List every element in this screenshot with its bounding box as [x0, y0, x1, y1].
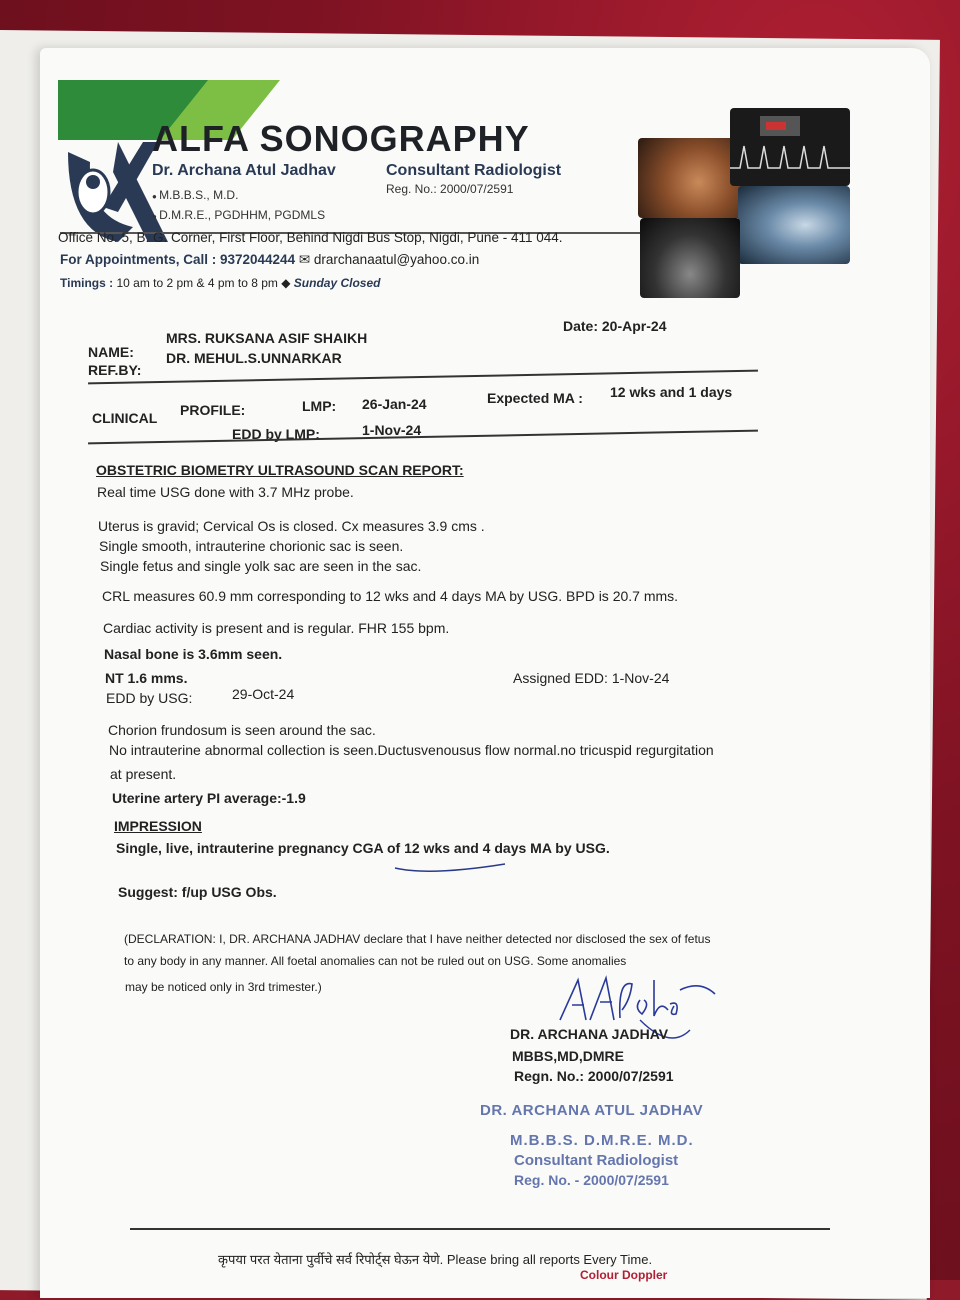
- appointments-phone: For Appointments, Call : 9372044244: [60, 252, 296, 267]
- report-heading: OBSTETRIC BIOMETRY ULTRASOUND SCAN REPORT:: [96, 462, 464, 478]
- signatory-regn: Regn. No.: 2000/07/2591: [514, 1068, 674, 1084]
- report-page: [40, 48, 930, 1298]
- signatory-name: DR. ARCHANA JADHAV: [510, 1026, 669, 1042]
- clinical-divider: [88, 430, 758, 444]
- report-line: Nasal bone is 3.6mm seen.: [104, 646, 283, 662]
- expected-ma-value: 12 wks and 1 days: [610, 384, 733, 400]
- suggestion: Suggest: f/up USG Obs.: [118, 884, 277, 900]
- ultrasound-images: [638, 108, 858, 298]
- edd-lmp-value: 1-Nov-24: [362, 422, 422, 438]
- edd-usg-value: 29-Oct-24: [232, 686, 295, 702]
- 2d-scan-image: [640, 218, 740, 298]
- envelope-icon: ✉: [298, 252, 314, 267]
- report-line: CRL measures 60.9 mm corresponding to 12 wks and 4 days MA by USG. BPD is 20.7 mms.: [102, 588, 679, 604]
- report-line: NT 1.6 mms.: [105, 670, 188, 686]
- refby-label: REF.BY:: [88, 362, 142, 378]
- report-date: Date: 20-Apr-24: [563, 318, 667, 334]
- report-line: Chorion frundosum is seen around the sac.: [108, 722, 376, 738]
- stamp-degrees: M.B.B.S. D.M.R.E. M.D.: [510, 1132, 694, 1149]
- stamp-regn: Reg. No. - 2000/07/2591: [514, 1172, 669, 1188]
- impression-label: IMPRESSION: [114, 818, 202, 834]
- lmp-label: LMP:: [302, 398, 337, 414]
- doppler-waveform-icon: [730, 108, 850, 186]
- declaration-line: (DECLARATION: I, DR. ARCHANA JADHAV declare that I have neither detected nor disclosed the sex of fetus: [124, 932, 711, 946]
- qualification-item: ● M.B.B.S., M.D.: [152, 186, 325, 206]
- declaration-line: may be noticed only in 3rd trimester.): [125, 980, 322, 994]
- doctor-title: Consultant Radiologist: [386, 162, 562, 179]
- office-address: Office No. 5, B. G. Corner, First Floor, Behind Nigdi Bus Stop, Nigdi, Pune - 411 044.: [58, 230, 563, 245]
- edd-lmp-label: EDD by LMP:: [232, 426, 320, 442]
- timings-hours: 10 am to 2 pm & 4 pm to 8 pm: [116, 276, 278, 290]
- referring-doctor: DR. MEHUL.S.UNNARKAR: [166, 350, 342, 366]
- footer-divider: [130, 1228, 830, 1230]
- name-label: NAME:: [88, 344, 134, 360]
- brand-name: ALFA SONOGRAPHY: [152, 118, 530, 159]
- qualifications: [152, 186, 325, 226]
- patient-divider: [88, 370, 758, 384]
- declaration-line: to any body in any manner. All foetal anomalies can not be ruled out on USG. Some anomalies: [124, 954, 627, 968]
- footer-notice: कृपया परत येताना पुर्वीचे सर्व रिपोर्ट्स घेऊन येणे. Please bring all reports Every Time.: [218, 1252, 653, 1267]
- edd-usg-label: EDD by USG:: [106, 690, 193, 706]
- closed-day: Sunday Closed: [293, 276, 381, 290]
- report-line: Single smooth, intrauterine chorionic sac is seen.: [99, 538, 404, 554]
- registration-number: Reg. No.: 2000/07/2591: [386, 182, 514, 196]
- footer-services: Colour Doppler: [580, 1268, 668, 1282]
- timings: [60, 276, 380, 290]
- report-line: Uterine artery PI average:-1.9: [112, 790, 306, 806]
- report-line: Single fetus and single yolk sac are seen in the sac.: [100, 558, 422, 574]
- qualification-item: ● D.M.R.E., PGDHHM, PGDMLS: [152, 206, 325, 226]
- stamp-name: DR. ARCHANA ATUL JADHAV: [480, 1102, 704, 1119]
- report-line: Real time USG done with 3.7 MHz probe.: [97, 484, 354, 500]
- signatory-degrees: MBBS,MD,DMRE: [512, 1048, 624, 1064]
- assigned-edd: Assigned EDD: 1-Nov-24: [513, 670, 670, 686]
- profile-label: PROFILE:: [180, 402, 246, 418]
- clinical-label: CLINICAL: [92, 410, 158, 426]
- patient-name: MRS. RUKSANA ASIF SHAIKH: [166, 330, 368, 346]
- expected-ma-label: Expected MA :: [487, 390, 583, 406]
- clinic-email: drarchanaatul@yahoo.co.in: [313, 252, 480, 267]
- timings-label: Timings :: [60, 276, 114, 290]
- lmp-value: 26-Jan-24: [362, 396, 427, 412]
- 3d-fetus-blue-image: [738, 186, 850, 264]
- report-line: Cardiac activity is present and is regular. FHR 155 bpm.: [103, 620, 450, 636]
- doctor-name: Dr. Archana Atul Jadhav: [152, 162, 336, 179]
- report-line: No intrauterine abnormal collection is seen.Ductusvenousus flow normal.no tricuspid regurgitation: [109, 742, 714, 758]
- impression-text: Single, live, intrauterine pregnancy CGA of 12 wks and 4 days MA by USG.: [116, 840, 610, 856]
- report-line: Uterus is gravid; Cervical Os is closed. Cx measures 3.9 cms .: [98, 518, 485, 534]
- report-line: at present.: [110, 766, 177, 782]
- diamond-bullet-icon: ◆: [281, 276, 294, 290]
- doppler-image: [730, 108, 850, 186]
- pen-underline-mark: [390, 858, 510, 878]
- appointments: [60, 252, 479, 268]
- stamp-title: Consultant Radiologist: [514, 1152, 679, 1169]
